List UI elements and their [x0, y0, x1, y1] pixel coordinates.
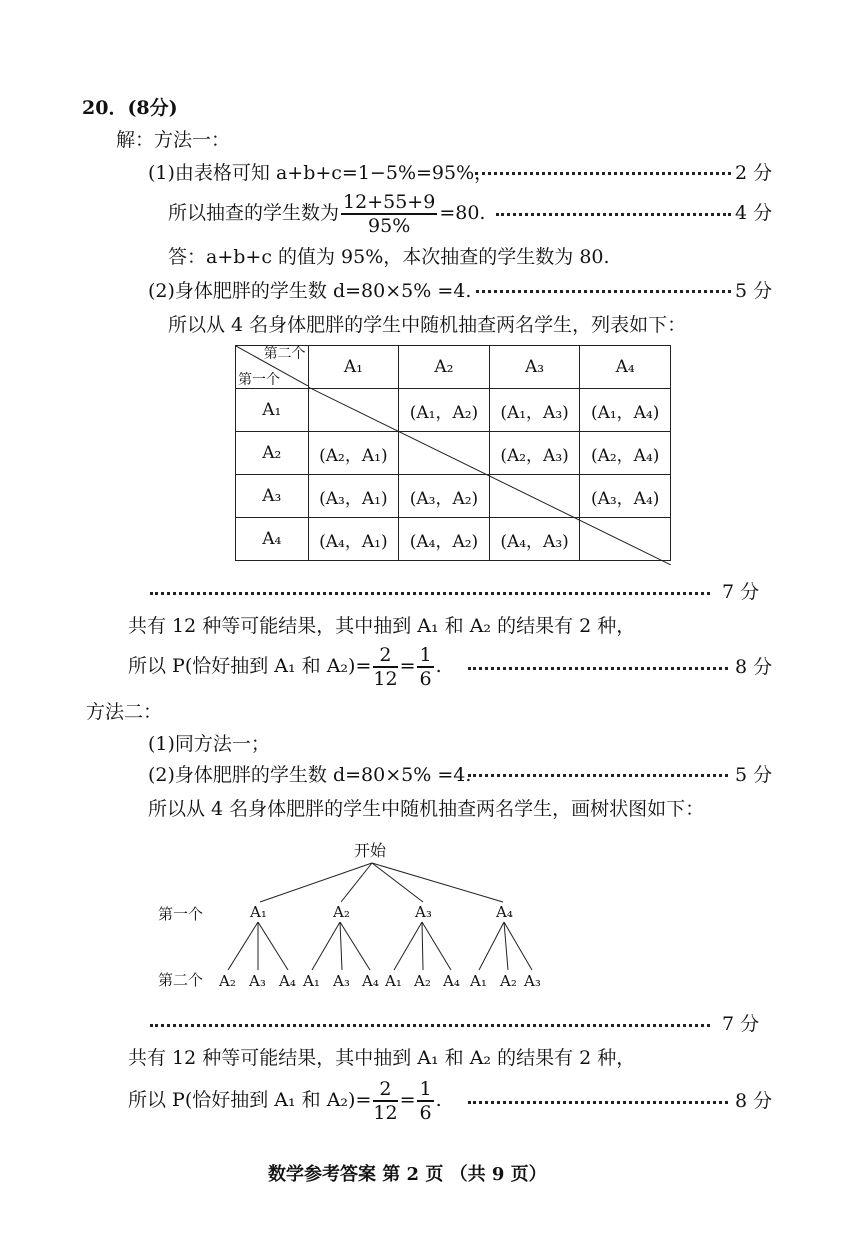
table-cell: (A₄，A₂) [399, 518, 490, 561]
points-5: 5 分 [735, 764, 773, 786]
fraction-denominator: 6 [419, 1102, 432, 1124]
tree-node: A₃ [415, 903, 432, 921]
fraction-numerator: 12+55+9 [343, 191, 436, 213]
tree-leaf: A₄ [362, 972, 379, 990]
problem-header: 20．(8分) [82, 97, 178, 119]
tree-level1-label: 第一个 [158, 905, 204, 923]
fraction-denominator: 12 [373, 1102, 398, 1124]
points-4: 4 分 [735, 202, 773, 224]
tree-leaf: A₁ [303, 972, 320, 990]
col-header: A₁ [308, 346, 399, 389]
tree-leaf: A₂ [414, 972, 431, 990]
tree-leaf: A₃ [249, 972, 266, 990]
points-8: 8 分 [735, 656, 773, 678]
fraction-denominator: 6 [419, 668, 432, 690]
leader-dots [468, 1101, 728, 1104]
period: . [435, 655, 442, 677]
tree-leaf: A₂ [500, 972, 517, 990]
prob-prefix: 所以 P(恰好抽到 A₁ 和 A₂)= [128, 1089, 372, 1111]
table-cell: (A₂，A₁) [308, 432, 399, 475]
table-cell: (A₄，A₃) [489, 518, 580, 561]
row-header: A₁ [236, 389, 309, 432]
corner-second: 第二个 [263, 346, 306, 362]
tree-root: 开始 [354, 841, 387, 860]
equals-sign: = [399, 655, 416, 677]
fraction-denominator: 95% [368, 215, 411, 237]
fraction-denominator: 12 [373, 668, 398, 690]
tree-leaf: A₃ [524, 972, 541, 990]
tree-node: A₄ [496, 903, 513, 921]
tree-node: A₁ [250, 903, 267, 921]
m1-line6: 共有 12 种等可能结果，其中抽到 A₁ 和 A₂ 的结果有 2 种， [128, 615, 636, 637]
table-cell: (A₃，A₁) [308, 475, 399, 518]
tree-leaf: A₁ [470, 972, 487, 990]
row-header: A₂ [236, 432, 309, 475]
tree-leaf: A₄ [279, 972, 296, 990]
m2-line4: 共有 12 种等可能结果，其中抽到 A₁ 和 A₂ 的结果有 2 种， [128, 1047, 636, 1069]
points-7: 7 分 [722, 1013, 760, 1035]
leader-dots [150, 1024, 710, 1027]
points-7: 7 分 [722, 581, 760, 603]
period: . [435, 1089, 442, 1111]
table-cell: (A₃，A₂) [399, 475, 490, 518]
m1-line1: (1)由表格可知 a+b+c=1−5%=95%， [148, 162, 494, 184]
table-cell: (A₄，A₁) [308, 518, 399, 561]
prob-prefix: 所以 P(恰好抽到 A₁ 和 A₂)= [128, 655, 372, 677]
m2-probability [128, 1078, 442, 1124]
fraction-numerator: 1 [419, 1078, 432, 1100]
table-cell: (A₁，A₂) [399, 389, 490, 432]
table-cell: (A₂，A₄) [580, 432, 671, 475]
tree-leaf: A₄ [443, 972, 460, 990]
tree-level2-label: 第二个 [158, 971, 204, 989]
m2-line1: (1)同方法一； [148, 733, 270, 755]
table-cell: (A₂，A₃) [489, 432, 580, 475]
page-footer: 数学参考答案 第 2 页 （共 9 页） [268, 1164, 547, 1185]
fraction [373, 1078, 397, 1124]
col-header: A₄ [580, 346, 671, 389]
row-header: A₄ [236, 518, 309, 561]
method2-title: 方法二： [86, 701, 163, 723]
fraction-numerator: 2 [373, 644, 397, 668]
m1-line2-prefix: 所以抽查的学生数为 [168, 202, 340, 224]
tree-leaf: A₃ [333, 972, 350, 990]
m1-answer: 答：a+b+c 的值为 95%，本次抽查的学生数为 80. [168, 246, 610, 268]
tree-leaf: A₂ [219, 972, 236, 990]
m1-line5: 所以从 4 名身体肥胖的学生中随机抽查两名学生，列表如下： [168, 314, 687, 336]
row-header: A₃ [236, 475, 309, 518]
points-5: 5 分 [735, 280, 773, 302]
col-header: A₂ [399, 346, 490, 389]
table-cell: (A₃，A₄) [580, 475, 671, 518]
points-2: 2 分 [735, 162, 773, 184]
m2-line3: 所以从 4 名身体肥胖的学生中随机抽查两名学生，画树状图如下： [148, 798, 705, 820]
method1-title: 解：方法一： [116, 129, 231, 151]
m1-line4: (2)身体肥胖的学生数 d=80×5% =4. [148, 280, 472, 302]
tree-node: A₂ [333, 903, 350, 921]
m1-line2-suffix: =80. [439, 202, 486, 224]
fraction [417, 1078, 433, 1124]
m2-line2: (2)身体肥胖的学生数 d=80×5% =4. [148, 764, 472, 786]
points-8: 8 分 [735, 1090, 773, 1112]
col-header: A₃ [489, 346, 580, 389]
fraction-numerator: 2 [373, 1078, 397, 1102]
fraction-numerator: 1 [419, 644, 432, 666]
table-cell: (A₁，A₃) [489, 389, 580, 432]
corner-first: 第一个 [238, 372, 280, 388]
equals-sign: = [399, 1089, 416, 1111]
table-cell: (A₁，A₄) [580, 389, 671, 432]
tree-leaf: A₁ [385, 972, 402, 990]
